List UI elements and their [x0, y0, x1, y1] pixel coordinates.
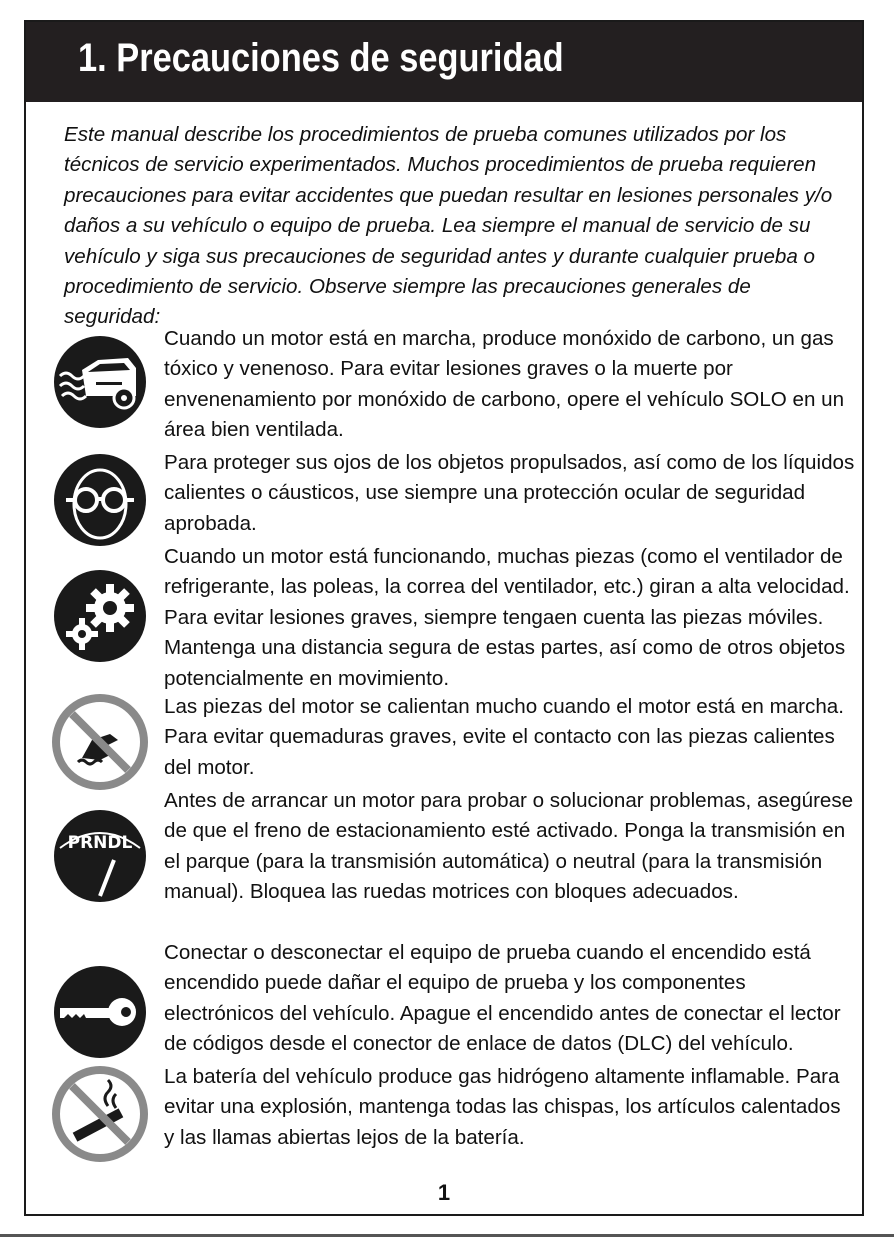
section-header [26, 22, 862, 102]
page-number: 1 [437, 1180, 451, 1205]
precaution-text: Antes de arrancar un motor para probar o solucionar problemas, asegúrese de que el freno de estacionamiento esté activado. Ponga la transmisión en el parque (para la transmisión automática) o neutral (para la transmisión manual). Bloquea las ruedas motrices con bloques adecuados. [164, 789, 854, 904]
car-exhaust-icon [52, 334, 148, 430]
intro-paragraph: Este manual describe los procedimientos de prueba comunes utilizados por los técnicos de servicio experimentados. Muchos procedimientos de prueba requieren precauciones para evitar accidentes que puedan resultar en lesiones personales y/o daños a su vehículo o equipo de prueba. Lea siempre el manual de servicio de su vehículo y siga sus precauciones de seguridad antes y durante cualquier prueba o procedimiento de servicio. Observe siempre las precauciones generales de seguridad: [64, 123, 833, 329]
ignition-key-icon [52, 964, 148, 1060]
no-smoking-icon [52, 1066, 148, 1162]
gear-selector-label: PRNDL [67, 833, 133, 853]
gears-icon [52, 568, 148, 664]
gear-selector-icon [52, 808, 148, 904]
precaution-text: Conectar o desconectar el equipo de prueba cuando el encendido está encendido puede dañar el equipo de prueba y los componentes electrónicos del vehículo. Apague el encendido antes de conectar el lector de códigos desde el conector de enlace de datos (DLC) del vehículo. [164, 941, 841, 1056]
manual-page [24, 20, 864, 1216]
precaution-text: La batería del vehículo produce gas hidrógeno altamente inflamable. Para evitar una explosión, mantenga todas las chispas, los artículos calentados y las llamas abiertas lejos de la batería. [164, 1065, 841, 1149]
precaution-text: Para proteger sus ojos de los objetos propulsados, así como de los líquidos calientes o cáusticos, use siempre una protección ocular de seguridad aprobada. [164, 451, 855, 535]
bottom-divider [0, 1234, 894, 1237]
no-touch-hot-icon [52, 694, 148, 790]
safety-goggles-icon [52, 452, 148, 548]
page-title: 1. Precauciones de seguridad [78, 36, 564, 80]
precaution-text: Cuando un motor está en marcha, produce monóxido de carbono, un gas tóxico y venenoso. Para evitar lesiones graves o la muerte por envenenamiento por monóxido de carbono, opere el vehículo SOLO en un área bien ventilada. [164, 327, 845, 442]
precaution-text: Las piezas del motor se calientan mucho cuando el motor está en marcha. Para evitar quemaduras graves, evite el contacto con las piezas calientes del motor. [164, 695, 844, 779]
precaution-text: Cuando un motor está funcionando, muchas piezas (como el ventilador de refrigerante, las poleas, la correa del ventilador, etc.) giran a alta velocidad. Para evitar lesiones graves, siempre tengaen cuenta las piezas móviles. Mantenga una distancia segura de estas partes, así como de otros objetos potencialmente en movimiento. [164, 545, 850, 690]
